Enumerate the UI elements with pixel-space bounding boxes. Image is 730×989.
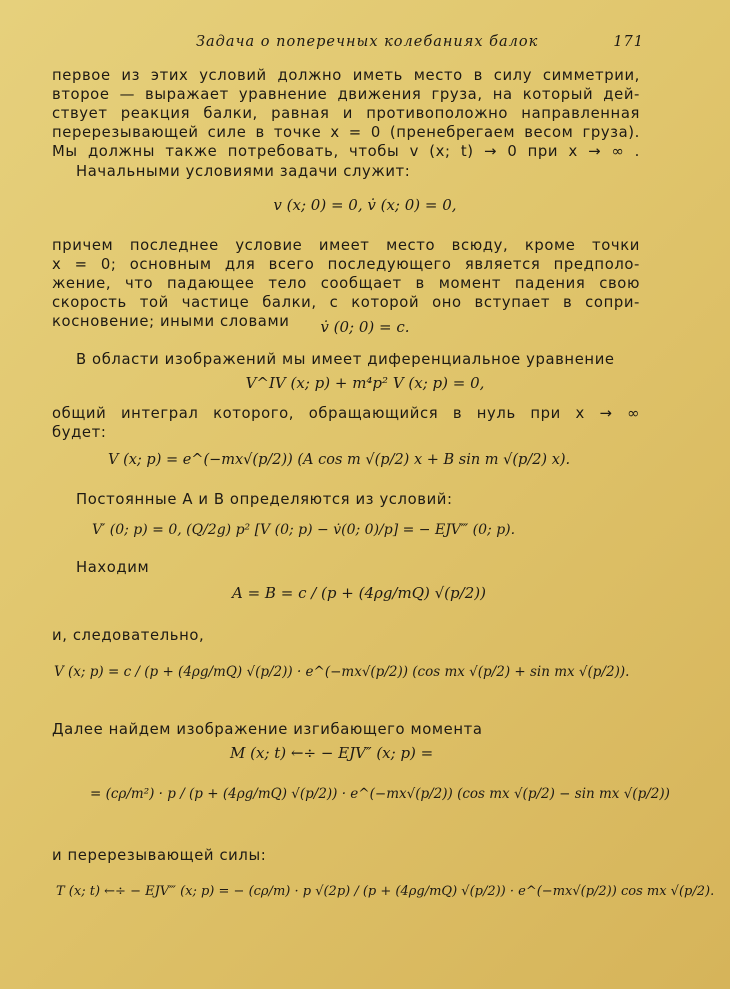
text-line: второе — выражает уравнение движения груза, на который дей- bbox=[52, 86, 640, 103]
equation-general-integral: V (x; p) = e^(−mx√(p/2)) (A cos m √(p/2) x + B sin m √(p/2) x). bbox=[108, 452, 571, 468]
text-line: Начальными условиями задачи служит: bbox=[76, 163, 411, 180]
equation-differential: V^IV (x; p) + m⁴p² V (x; p) = 0, bbox=[245, 374, 485, 392]
paragraph-7 bbox=[76, 558, 664, 577]
text-line: скорость той частице балки, с которой оно вступает в сопри- bbox=[52, 294, 640, 311]
text-line: косновение; иными словами bbox=[52, 313, 290, 330]
equation-bending-moment-2: = (cρ/m²) · p / (p + (4ρg/mQ) √(p/2)) · e^(−mx√(p/2)) (cos mx √(p/2) − sin mx √(p/2)) bbox=[90, 786, 670, 802]
paragraph-4 bbox=[52, 350, 640, 369]
equation-image-solution: V (x; p) = c / (p + (4ρg/mQ) √(p/2)) · e^(−mx√(p/2)) (cos mx √(p/2) + sin mx √(p/2)). bbox=[54, 664, 630, 680]
text-line: и перерезывающей силы: bbox=[52, 847, 267, 864]
equation-shear-force: T (x; t) ←÷ − EJV‴ (x; p) = − (cρ/m) · p √(2p) / (p + (4ρg/mQ) √(p/2)) · e^(−mx√(p/2)) cos mx √(p/2). bbox=[56, 884, 715, 899]
paragraph-10 bbox=[52, 846, 640, 865]
text-line: Находим bbox=[76, 559, 150, 576]
text-line: В области изображений мы имеет диференциальное уравнение bbox=[76, 351, 615, 368]
equation-velocity: v̇ (0; 0) = c. bbox=[320, 318, 410, 336]
paragraph-1 bbox=[52, 66, 640, 161]
paragraph-5 bbox=[52, 404, 640, 442]
page-number: 171 bbox=[613, 34, 644, 50]
running-title: Задача о поперечных колебаниях балок bbox=[196, 34, 539, 50]
equation-bending-moment-1: M (x; t) ←÷ − EJV″ (x; p) = bbox=[230, 744, 434, 762]
equation-initial-conditions: v (x; 0) = 0, v̇ (x; 0) = 0, bbox=[273, 196, 457, 214]
text-line: общий интеграл которого, обращающийся в нуль при x → ∞ bbox=[52, 405, 640, 422]
text-line: первое из этих условий должно иметь место в силу симметрии, bbox=[52, 67, 640, 84]
text-line: перерезывающей силе в точке x = 0 (пренебрегаем весом груза). bbox=[52, 124, 640, 141]
text-line: причем последнее условие имеет место всюду, кроме точки bbox=[52, 237, 640, 254]
text-line: Далее найдем изображение изгибающего момента bbox=[52, 721, 483, 738]
text-line: жение, что падающее тело сообщает в момент падения свою bbox=[52, 275, 640, 292]
equation-boundary-conditions: V′ (0; p) = 0, (Q/2g) p² [V (0; p) − v̇(0; 0)/p] = − EJV‴ (0; p). bbox=[92, 522, 516, 538]
equation-constants: A = B = c / (p + (4ρg/mQ) √(p/2)) bbox=[232, 584, 486, 602]
paragraph-9 bbox=[52, 720, 640, 739]
paragraph-6 bbox=[52, 490, 640, 509]
text-line: Мы должны также потребовать, чтобы v (x; t) → 0 при x → ∞ . bbox=[52, 143, 640, 160]
paragraph-8 bbox=[52, 626, 640, 645]
text-line: будет: bbox=[52, 424, 107, 441]
text-line: x = 0; основным для всего последующего является предполо- bbox=[52, 256, 640, 273]
text-line: ствует реакция балки, равная и противоположно направленная bbox=[52, 105, 640, 122]
text-line: Постоянные A и B определяются из условий: bbox=[76, 491, 453, 508]
paragraph-3 bbox=[52, 236, 640, 331]
paragraph-2 bbox=[52, 162, 640, 181]
text-line: и, следовательно, bbox=[52, 627, 205, 644]
